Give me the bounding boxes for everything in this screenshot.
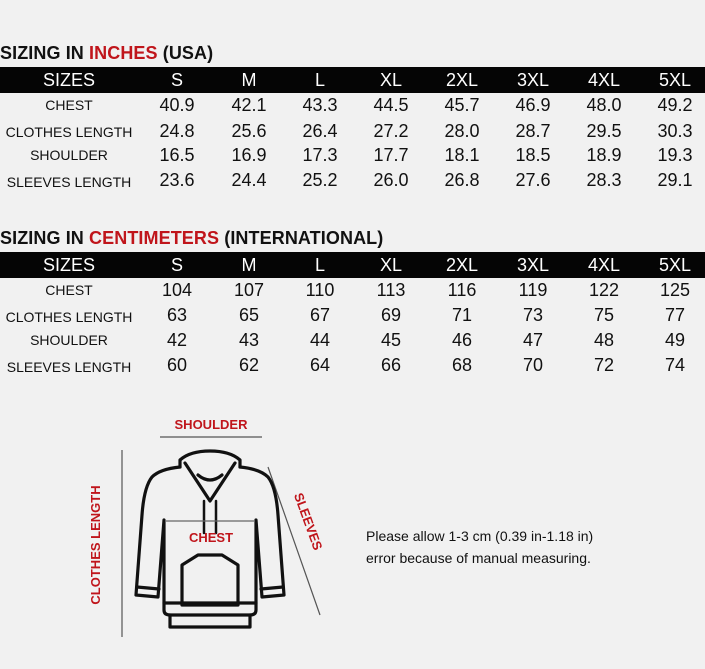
measurement-note bbox=[366, 525, 593, 569]
table-cell: 29.5 bbox=[586, 121, 622, 141]
table-row bbox=[0, 119, 705, 144]
table-cell: 71 bbox=[451, 305, 473, 325]
table-cell: 24.8 bbox=[159, 121, 195, 141]
header-cell-size: 4XL bbox=[587, 70, 621, 90]
row-label: CLOTHES LENGTH bbox=[5, 309, 133, 325]
inches-title-highlight: INCHES bbox=[89, 43, 158, 63]
table-cell: 66 bbox=[380, 355, 402, 375]
table-row bbox=[0, 168, 705, 193]
table-cell: 43.3 bbox=[302, 95, 338, 115]
inches-table-header bbox=[0, 67, 705, 93]
inches-section-title bbox=[0, 43, 213, 64]
table-cell: 77 bbox=[664, 305, 686, 325]
table-cell: 74 bbox=[664, 355, 686, 375]
note-line-2: error because of manual measuring. bbox=[366, 550, 591, 566]
sleeves-label: SLEEVES bbox=[290, 490, 326, 553]
header-cell-size: M bbox=[241, 255, 257, 275]
row-label: CHEST bbox=[45, 282, 93, 298]
cm-title-suffix: (INTERNATIONAL) bbox=[219, 228, 384, 248]
cm-title-prefix: SIZING IN bbox=[0, 228, 90, 248]
table-cell: 28.0 bbox=[444, 121, 480, 141]
header-cell-size: 2XL bbox=[445, 70, 479, 90]
table-cell: 46 bbox=[451, 330, 473, 350]
table-cell: 17.7 bbox=[373, 145, 409, 165]
row-label: CHEST bbox=[45, 97, 93, 113]
table-cell: 30.3 bbox=[657, 121, 693, 141]
cm-title-highlight: CENTIMETERS bbox=[89, 228, 220, 248]
inches-title-suffix: (USA) bbox=[157, 43, 214, 63]
table-cell: 25.6 bbox=[231, 121, 267, 141]
inches-title-prefix: SIZING IN bbox=[0, 43, 90, 63]
row-label: SHOULDER bbox=[30, 147, 108, 163]
table-cell: 72 bbox=[593, 355, 615, 375]
header-cell-size: M bbox=[241, 70, 257, 90]
header-cell-size: 5XL bbox=[658, 70, 692, 90]
table-cell: 28.3 bbox=[586, 170, 622, 190]
table-cell: 23.6 bbox=[159, 170, 195, 190]
table-cell: 67 bbox=[309, 305, 331, 325]
table-row bbox=[0, 93, 705, 118]
table-cell: 18.9 bbox=[586, 145, 622, 165]
header-cell-size: XL bbox=[379, 255, 403, 275]
table-cell: 42.1 bbox=[231, 95, 267, 115]
table-cell: 49.2 bbox=[657, 95, 693, 115]
table-cell: 69 bbox=[380, 305, 402, 325]
table-cell: 29.1 bbox=[657, 170, 693, 190]
table-cell: 27.2 bbox=[373, 121, 409, 141]
table-cell: 46.9 bbox=[515, 95, 551, 115]
table-cell: 47 bbox=[522, 330, 544, 350]
row-label: SLEEVES LENGTH bbox=[6, 174, 132, 190]
table-cell: 28.7 bbox=[515, 121, 551, 141]
table-cell: 26.8 bbox=[444, 170, 480, 190]
table-cell: 18.1 bbox=[444, 145, 480, 165]
table-cell: 40.9 bbox=[159, 95, 195, 115]
table-row bbox=[0, 303, 705, 328]
chest-label: CHEST bbox=[188, 530, 234, 545]
table-row bbox=[0, 328, 705, 353]
header-cell-size: 3XL bbox=[516, 255, 550, 275]
table-cell: 45.7 bbox=[444, 95, 480, 115]
header-cell-sizes: SIZES bbox=[42, 70, 95, 90]
header-cell-sizes: SIZES bbox=[42, 255, 95, 275]
table-cell: 19.3 bbox=[657, 145, 693, 165]
header-cell-size: S bbox=[170, 70, 183, 90]
centimeters-section-title bbox=[0, 228, 383, 249]
table-cell: 68 bbox=[451, 355, 473, 375]
table-cell: 75 bbox=[593, 305, 615, 325]
header-cell-size: 5XL bbox=[658, 255, 692, 275]
table-cell: 48.0 bbox=[586, 95, 622, 115]
table-cell: 24.4 bbox=[231, 170, 267, 190]
row-label: SHOULDER bbox=[30, 332, 108, 348]
table-cell: 16.5 bbox=[159, 145, 195, 165]
shoulder-label: SHOULDER bbox=[174, 417, 248, 432]
table-cell: 26.4 bbox=[302, 121, 338, 141]
table-cell: 45 bbox=[380, 330, 402, 350]
hoodie-measurement-diagram bbox=[80, 405, 340, 645]
table-cell: 70 bbox=[522, 355, 544, 375]
table-cell: 48 bbox=[593, 330, 615, 350]
header-cell-size: XL bbox=[379, 70, 403, 90]
table-cell: 44.5 bbox=[373, 95, 409, 115]
table-cell: 104 bbox=[161, 280, 193, 300]
table-cell: 26.0 bbox=[373, 170, 409, 190]
header-cell-size: L bbox=[314, 255, 325, 275]
table-cell: 64 bbox=[309, 355, 331, 375]
table-cell: 63 bbox=[166, 305, 188, 325]
table-cell: 27.6 bbox=[515, 170, 551, 190]
header-cell-size: 3XL bbox=[516, 70, 550, 90]
table-cell: 119 bbox=[518, 280, 548, 300]
table-cell: 17.3 bbox=[302, 145, 338, 165]
table-cell: 42 bbox=[166, 330, 188, 350]
table-cell: 16.9 bbox=[231, 145, 267, 165]
header-cell-size: 4XL bbox=[587, 255, 621, 275]
table-cell: 107 bbox=[233, 280, 265, 300]
table-row bbox=[0, 143, 705, 168]
table-cell: 43 bbox=[238, 330, 260, 350]
table-cell: 44 bbox=[309, 330, 331, 350]
table-cell: 49 bbox=[664, 330, 686, 350]
table-cell: 110 bbox=[305, 280, 335, 300]
table-cell: 62 bbox=[238, 355, 260, 375]
centimeters-table-header bbox=[0, 252, 705, 278]
table-cell: 125 bbox=[659, 280, 691, 300]
note-line-1: Please allow 1-3 cm (0.39 in-1.18 in) bbox=[366, 528, 594, 544]
header-cell-size: S bbox=[170, 255, 183, 275]
header-cell-size: L bbox=[314, 70, 325, 90]
table-cell: 122 bbox=[588, 280, 620, 300]
row-label: CLOTHES LENGTH bbox=[5, 124, 133, 140]
table-cell: 113 bbox=[376, 280, 406, 300]
table-cell: 18.5 bbox=[515, 145, 551, 165]
header-cell-size: 2XL bbox=[445, 255, 479, 275]
table-row bbox=[0, 278, 705, 303]
table-cell: 65 bbox=[238, 305, 260, 325]
table-cell: 25.2 bbox=[302, 170, 338, 190]
clothes-length-label: CLOTHES LENGTH bbox=[88, 485, 103, 605]
table-cell: 73 bbox=[522, 305, 544, 325]
row-label: SLEEVES LENGTH bbox=[6, 359, 132, 375]
table-row bbox=[0, 353, 705, 378]
table-cell: 60 bbox=[166, 355, 188, 375]
table-cell: 116 bbox=[447, 280, 477, 300]
